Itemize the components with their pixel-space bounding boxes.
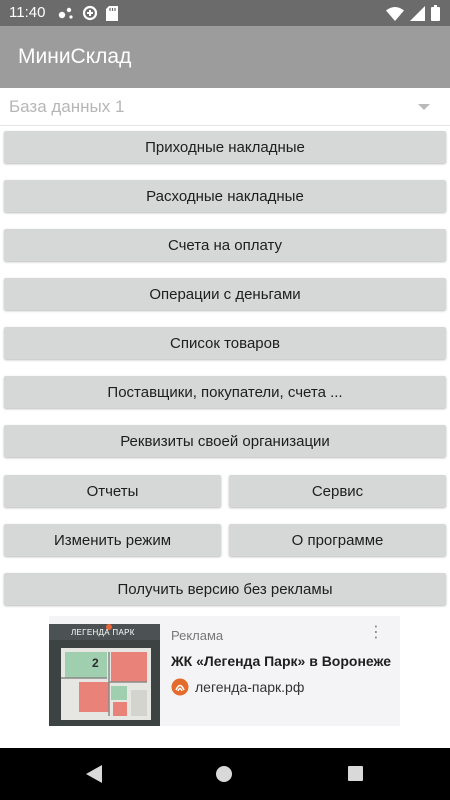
ad-label: Реклама <box>171 628 224 643</box>
dropdown-arrow-icon <box>418 104 430 110</box>
sd-card-icon <box>106 6 118 21</box>
ad-banner[interactable] <box>49 616 400 726</box>
about-button[interactable]: О программе <box>229 524 446 556</box>
status-time: 11:40 <box>9 4 46 21</box>
get-ad-free-button[interactable]: Получить версию без рекламы <box>4 573 446 605</box>
floor-plan-image <box>49 624 160 726</box>
ad-url[interactable]: легенда-парк.рф <box>195 679 305 695</box>
incoming-invoices-button[interactable]: Приходные накладные <box>4 131 446 163</box>
ad-logo-icon <box>171 678 189 696</box>
database-select-value: База данных 1 <box>9 97 125 116</box>
organization-details-button[interactable]: Реквизиты своей организации <box>4 425 446 457</box>
signal-icon <box>410 6 425 21</box>
back-icon[interactable] <box>86 765 102 783</box>
product-list-button[interactable]: Список товаров <box>4 327 446 359</box>
service-button[interactable]: Сервис <box>229 475 446 507</box>
ad-image-brand: ЛЕГЕНДА ПАРК <box>71 628 135 637</box>
app-bar <box>0 26 450 88</box>
navigation-bar <box>0 748 450 800</box>
outgoing-invoices-button[interactable]: Расходные накладные <box>4 180 446 212</box>
reports-button[interactable]: Отчеты <box>4 475 221 507</box>
ad-image-room-number: 2 <box>92 656 99 670</box>
main-content <box>0 88 450 748</box>
assistant-icon <box>58 6 74 20</box>
change-mode-button[interactable]: Изменить режим <box>4 524 221 556</box>
more-vert-icon[interactable]: ⋮ <box>368 624 384 641</box>
app-title: МиниСклад <box>18 45 132 68</box>
home-icon[interactable] <box>216 766 232 782</box>
ad-title[interactable]: ЖК «Легенда Парк» в Воронеже <box>171 653 392 669</box>
recent-apps-icon[interactable] <box>348 766 363 781</box>
data-saver-icon <box>82 5 98 21</box>
suppliers-customers-button[interactable]: Поставщики, покупатели, счета ... <box>4 376 446 408</box>
money-operations-button[interactable]: Операции с деньгами <box>4 278 446 310</box>
payment-invoices-button[interactable]: Счета на оплату <box>4 229 446 261</box>
ad-image[interactable] <box>49 624 160 726</box>
status-bar <box>0 0 450 26</box>
wifi-icon <box>386 6 404 21</box>
database-select[interactable] <box>0 88 450 126</box>
battery-icon <box>431 5 440 21</box>
